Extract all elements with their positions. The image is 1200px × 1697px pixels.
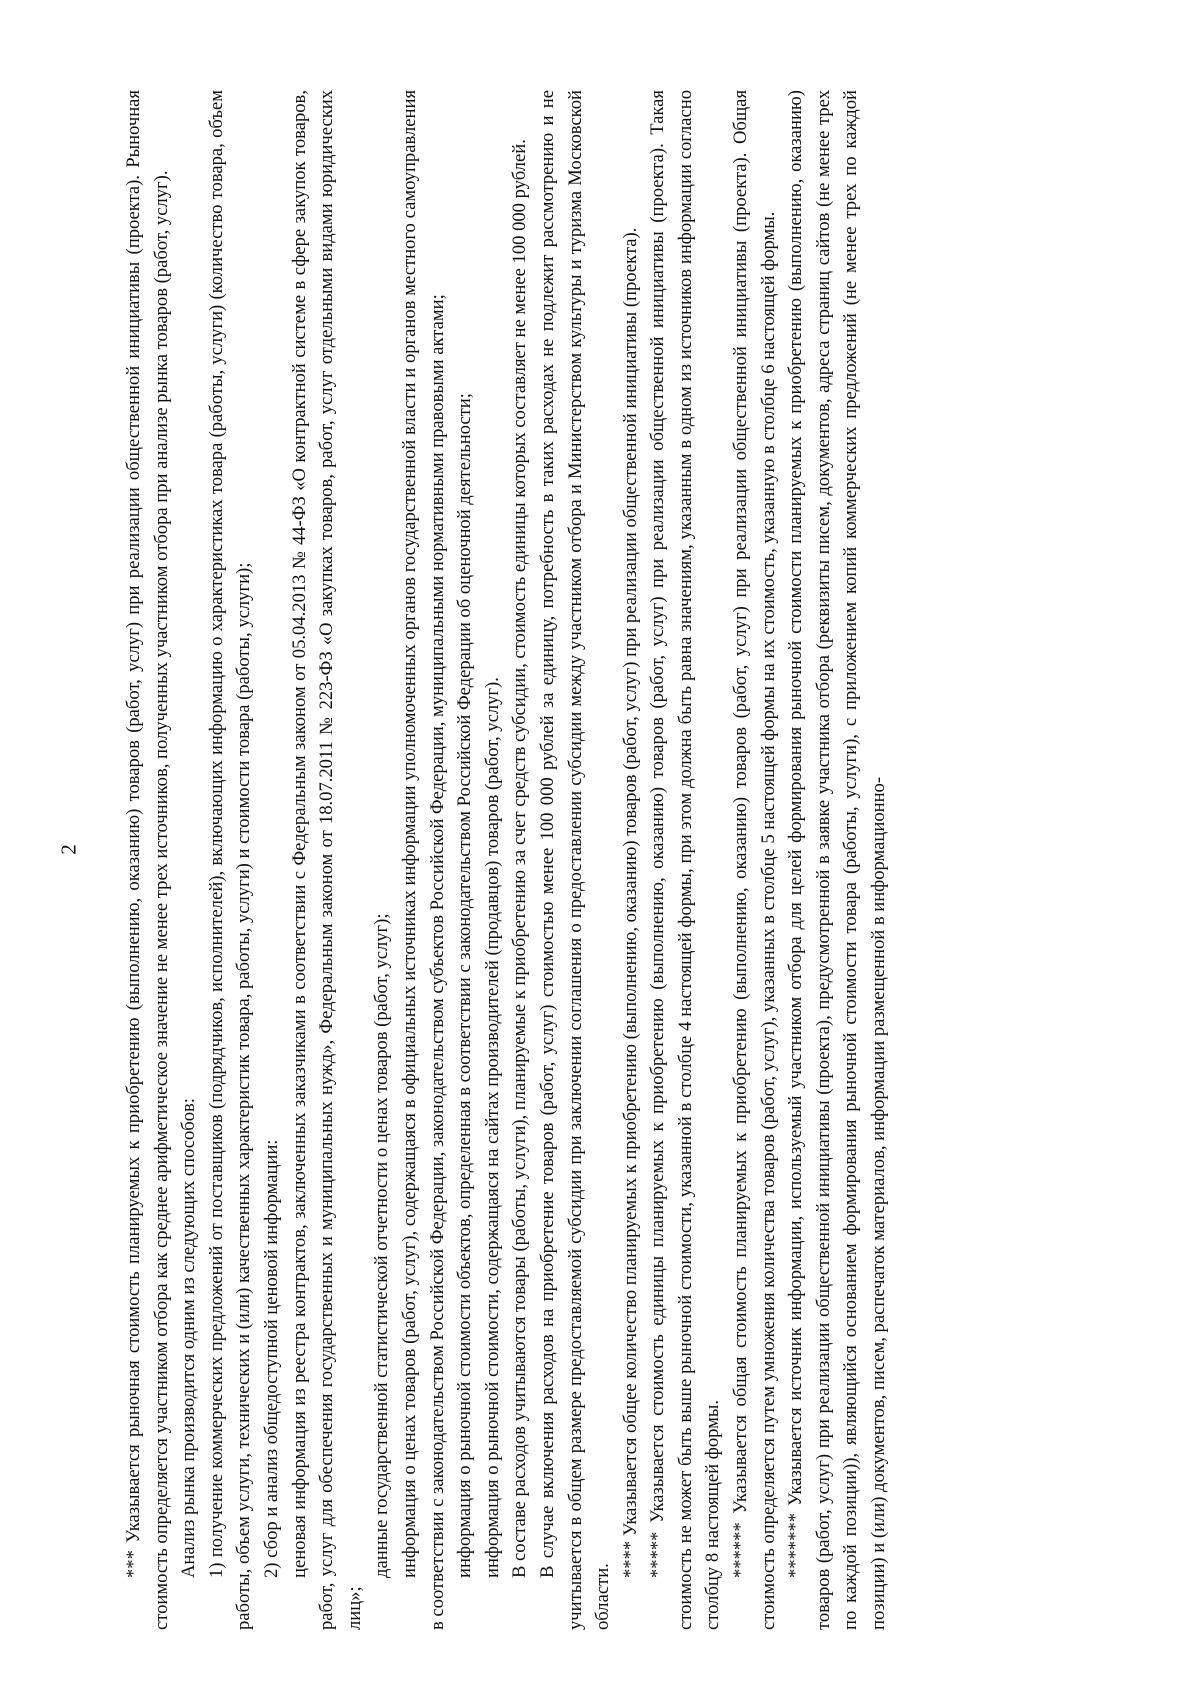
footnote-paragraph: информация о рыночной стоимости объектов, определенная в соответствии с законодательством Российской Федерации об оценочной деятельности; <box>454 393 476 1578</box>
footnote-paragraph: ценовая информация из реестра контрактов, заключенных заказчиками в соответствии с Федеральным законом от 05.04.2013 № 44-ФЗ «О контрактной системе в сфере закупок товаров, работ, услуг для обеспечения государственных и муниципальных нужд», Федеральным законом от 18.07.2011 № 223-ФЗ «О закупках товаров, работ, услуг отдельными видами юридических лиц»; <box>288 90 365 1630</box>
footnote-paragraph: ***** Указывается стоимость единицы планируемых к приобретению (выполнению, оказанию) товаров (работ, услуг) при реализации общественной инициативы (проекта). Такая стоимость не может быть выше рыночной стоимости, указанной в столбце 4 настоящей формы, при этом должна быть равна значениям, указанным в одном из источников информации согласно столбцу 8 настоящей формы. <box>647 90 724 1630</box>
footnote-paragraph: 2) сбор и анализ общедоступной ценовой информации: <box>260 1139 282 1578</box>
footnote-paragraph: информация о рыночной стоимости, содержащаяся на сайтах производителей (продавцов) товаров (работ, услуг). <box>481 677 503 1578</box>
footnote-paragraph: ******* Указывается источник информации, используемый участником отбора для целей формирования рыночной стоимости планируемых к приобретению (выполнению, оказанию) товаров (работ, услуг) при реализации общественной инициативы (проекта), предусмотренной в заявке участника отбора (реквизиты писем, документов, адреса страниц сайтов (не менее трех по каждой позиции)), являющийся основанием формирования рыночной стоимости товара (работы, услуги), с приложением копий коммерческих предложений (не менее трех по каждой позиции) и (или) документов, писем, распечаток материалов, информации размещенной в информационно- <box>785 90 890 1630</box>
footnote-paragraph: **** Указывается общее количество планируемых к приобретению (выполнению, оказанию) товаров (работ, услуг) при реализации общественной инициативы (проекта). <box>619 227 641 1578</box>
footnote-paragraph: В случае включения расходов на приобретение товаров (работ, услуг) стоимостью менее 100 000 рублей за единицу, потребность в таких расходах не подлежит рассмотрению и не учитывается в общем размере предоставляемой субсидии при заключении соглашения о предоставлении субсидии между участником отбора и Министерством культуры и туризма Московской области. <box>536 90 614 1630</box>
page-number: 2 <box>56 844 81 855</box>
footnote-paragraph: *** Указывается рыночная стоимость планируемых к приобретению (выполнению, оказанию) товаров (работ, услуг) при реализации общественной инициативы (проекта). Рыночная стоимость определяется участником отбора как среднее арифметическое значение не менее трех источников, полученных участником отбора при анализе рынка товаров (работ, услуг). <box>123 90 172 1630</box>
footnote-paragraph: данные государственной статистической отчетности о ценах товаров (работ, услуг); <box>371 913 393 1578</box>
footnote-paragraph: 1) получение коммерческих предложений от поставщиков (подрядчиков, исполнителей), включающих информацию о характеристиках товара (работы, услуги) (количество товара, объем работы, объем услуги, технических и (или) качественных характеристик товара, работы, услуги) и стоимости товара (работы, услуги); <box>205 90 255 1630</box>
footnote-text-block <box>120 90 1080 1630</box>
footnote-paragraph: В составе расходов учитываются товары (работы, услуги), планируемые к приобретению за счет средств субсидии, стоимость единицы которых составляет не менее 100 000 рублей. <box>509 139 531 1578</box>
footnote-paragraph: информация о ценах товаров (работ, услуг), содержащаяся в официальных источниках информации уполномоченных органов государственной власти и органов местного самоуправления в соответствии с законодательством Российской Федерации, законодательством субъектов Российской Федерации, муниципальными нормативными правовыми актами; <box>398 90 448 1630</box>
rotated-text-area <box>120 90 1080 1630</box>
footnote-paragraph: ****** Указывается общая стоимость планируемых к приобретению (выполнению, оказанию) товаров (работ, услуг) при реализации общественной инициативы (проекта). Общая стоимость определяется путем умножения количества товаров (работ, услуг), указанных в столбце 5 настоящей формы на их стоимость, указанную в столбце 6 настоящей формы. <box>730 90 779 1630</box>
footnote-paragraph: Анализ рынка производится одним из следующих способов: <box>178 1098 200 1578</box>
